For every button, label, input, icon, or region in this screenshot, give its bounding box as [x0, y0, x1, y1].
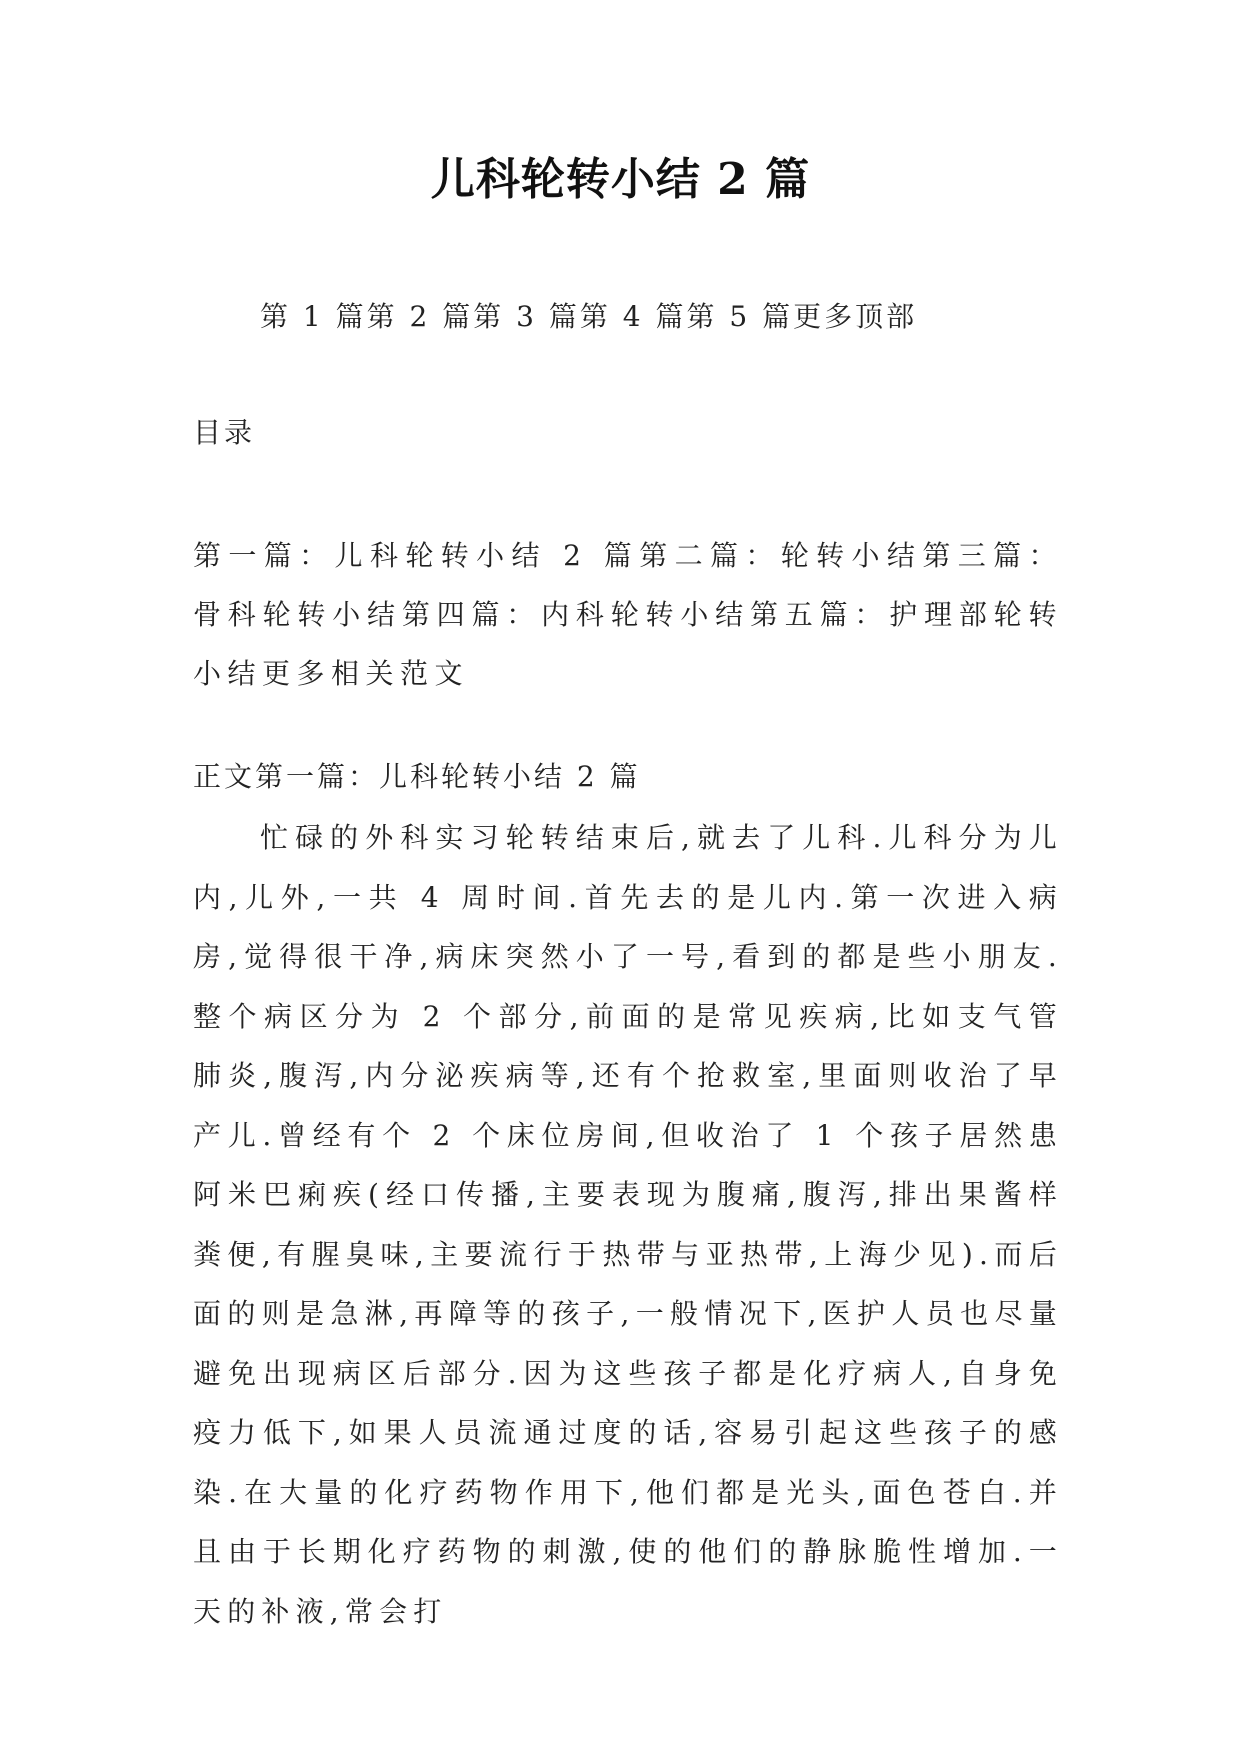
nav-link-more[interactable]: 更多 [793, 300, 856, 333]
nav-link-4[interactable]: 第 4 篇 [579, 300, 687, 333]
nav-link-3[interactable]: 第 3 篇 [473, 300, 580, 333]
toc-item-2[interactable]: 第二篇：轮转小结 [639, 539, 923, 572]
toc-item-1[interactable]: 第一篇：儿科轮转小结 2 篇 [193, 539, 640, 572]
table-of-contents [193, 526, 1063, 703]
toc-item-5[interactable]: 第五篇：护理部轮转小结 [193, 598, 1063, 690]
document-title: 儿科轮转小结 2 篇 [430, 154, 811, 205]
body-paragraph: 忙碌的外科实习轮转结束后,就去了儿科.儿科分为儿内,儿外,一共 4 周时间.首先去的是儿内.第一次进入病房,觉得很干净,病床突然小了一号,看到的都是些小朋友.整个病区分为 2 个部分,前面的是常见疾病,比如支气管肺炎,腹泻,内分泌疾病等,还有个抢救室,里面则收治了早产儿.曾经有个 2 个床位房间,但收治了 1 个孩子居然患阿米巴痢疾(经口传播,主要表现为腹痛,腹泻,排出果酱样粪便,有腥臭味,主要流行于热带与亚热带,上海少见).而后面的则是急淋,再障等的孩子,一般情况下,医护人员也尽量避免出现病区后部分.因为这些孩子都是化疗病人,自身免疫力低下,如果人员流通过度的话,容易引起这些孩子的感染.在大量的化疗药物作用下,他们都是光头,面色苍白.并且由于长期化疗药物的刺激,使的他们的静脉脆性增加.一天的补液,常会打 [193, 821, 1063, 1628]
nav-link-5[interactable]: 第 5 篇 [686, 300, 794, 333]
toc-item-4[interactable]: 第四篇：内科轮转小结 [401, 598, 750, 631]
nav-link-top[interactable]: 顶部 [855, 300, 918, 333]
toc-item-more[interactable]: 更多相关范文 [262, 657, 470, 690]
nav-link-1[interactable]: 第 1 篇 [260, 300, 367, 333]
body-heading: 正文第一篇：儿科轮转小结 2 篇 [193, 760, 641, 793]
chapter-nav [260, 292, 917, 342]
toc-item-3[interactable]: 第三篇：骨科轮转小结 [193, 539, 1063, 631]
toc-heading: 目录 [193, 416, 256, 449]
nav-link-2[interactable]: 第 2 篇 [366, 300, 474, 333]
